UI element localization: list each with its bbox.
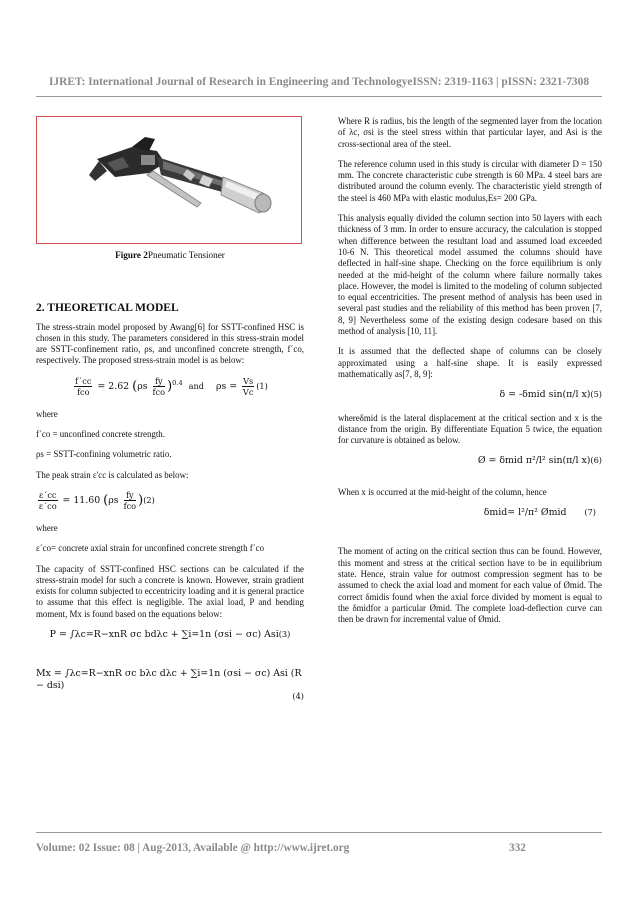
pneumatic-tensioner-image bbox=[37, 117, 301, 243]
eq1-coefficient: = 2.62 bbox=[97, 380, 130, 392]
eq1-rho: ρs bbox=[137, 380, 148, 392]
eq2-numerator: ε´cc bbox=[39, 489, 57, 500]
footer-rule bbox=[36, 832, 602, 833]
equation-4 bbox=[36, 668, 304, 702]
eq1-tag: (1) bbox=[256, 380, 268, 391]
eq1-lhs-denominator: fco bbox=[77, 386, 90, 397]
eq2-denominator: ε´co bbox=[38, 500, 57, 511]
eq6-tag: (6) bbox=[590, 455, 602, 466]
eq2-fco: fco bbox=[123, 500, 137, 511]
eq1-rho-definition: ρs = bbox=[215, 380, 238, 392]
definition-rho: ρs = SSTT-confining volumetric ratio. bbox=[36, 449, 172, 460]
eq2-fy-fraction bbox=[124, 490, 137, 511]
eq7-expression: δmid= l²/π² Ømid bbox=[483, 507, 567, 519]
eq6-expression: Ø = δmid π²/l² sin(π/l x) bbox=[477, 455, 591, 467]
eq3-expression: P = ∫λc=R−xnR σc bdλc + ∑i=1n (σsi − σc) Asi bbox=[49, 629, 279, 641]
eq3-tag: (3) bbox=[278, 629, 291, 640]
eq1-lhs-fraction bbox=[74, 376, 92, 397]
paragraph-mid-height: When x is occurred at the mid-height of the column, hence bbox=[338, 486, 547, 497]
right-column bbox=[338, 116, 602, 634]
eq1-exponent: 0.4 bbox=[172, 378, 183, 387]
eq1-volume-fraction bbox=[242, 376, 254, 397]
eq2-tag: (2) bbox=[143, 494, 155, 505]
paragraph-reference-column: The reference column used in this study is circular with diameter D = 150 mm. The concrete characteristic cube strength is 60 MPa. 4 steel bars are distributed around the column evenly. The characteristic yield strength of the steel is 460 MPa with elastic modulus,Es= 200 GPa. bbox=[338, 158, 602, 203]
equation-3 bbox=[36, 629, 304, 640]
eq5-tag: (5) bbox=[590, 389, 602, 400]
figure-caption bbox=[36, 250, 304, 261]
eq1-and: and bbox=[188, 380, 205, 391]
eq1-lhs-numerator: f´cc bbox=[75, 375, 92, 386]
equation-6 bbox=[338, 455, 602, 466]
eq4-expression: Mx = ∫λc=R−xnR σc bλc dλc + ∑i=1n (σsi − σc) Asi (R − dsi) bbox=[36, 668, 302, 691]
paragraph-lateral-displacement: whereδmid is the lateral displacement at the critical section and x is the distance from the origin. By differentiate Equation 5 twice, the equation for curvature is obtained as below. bbox=[338, 412, 602, 446]
equation-7 bbox=[338, 507, 602, 518]
eq2-coefficient: = 11.60 bbox=[62, 494, 101, 506]
figure-caption-text: Pneumatic Tensioner bbox=[147, 250, 225, 260]
eq2-strain-fraction bbox=[38, 490, 58, 511]
eq7-tag: (7) bbox=[584, 507, 596, 518]
eq5-expression: δ = -δmid sin(π/l x) bbox=[499, 389, 591, 401]
header-rule bbox=[36, 96, 602, 97]
definition-fco: f´co = unconfined concrete strength. bbox=[36, 429, 165, 440]
definition-eps: ε´co= concrete axial strain for unconfined concrete strength f´co bbox=[36, 543, 265, 554]
eq1-vs: Vs bbox=[243, 375, 254, 386]
where-1: where bbox=[36, 408, 58, 419]
paragraph-capacity: The capacity of SSTT-confined HSC sections can be calculated if the stress-strain model for such a concrete is known. However, strain gradient exists for column subjected to eccentricity loading and it is general practice to assume that this effect is negligible. The axial load, P and bending moment, Mx is found based on the equations below: bbox=[36, 563, 304, 619]
paragraph-analysis-layers: This analysis equally divided the column section into 50 layers with each thickness of 3 mm. In order to ensure accuracy, the calculation is stopped when difference between the resultant load and assumed load exceeded 10-6 N. This theoretical model assumed the columns should have deflected in half-sine shape. Checking on the force equilibrium is only needed at the mid-height of the column where failure normally takes place. However, the model is limited to the modeling of column subjected to equal eccentricities. The present method of analysis has been used in several past studies and the reliability of this method has been proven [7, 8, 9] Nevertheless some of the existing design codesare based on this method of analysis [10, 11]. bbox=[338, 213, 602, 337]
paragraph-half-sine: It is assumed that the deflected shape of columns can be closely approximated using a half-sine shape. It is easily expressed mathematically as[7, 8, 9]: bbox=[338, 346, 602, 379]
eq4-tag: (4) bbox=[292, 690, 304, 701]
where-2: where bbox=[36, 522, 58, 533]
left-column bbox=[36, 116, 304, 714]
paragraph-stress-strain-intro: The stress-strain model proposed by Awang[6] for SSTT-confined HSC is chosen in this study. The parameters considered in this stress-strain model are SSTT-confinement ratio, ρs, and unconfined concrete strength, f´co, respectively. The proposed stress-strain model is as below: bbox=[36, 321, 304, 366]
eq1-vc: Vc bbox=[242, 386, 254, 397]
equation-2: $\frac{\varepsilon´cc}{\varepsilon´co}$ = 11.60 (ρs $\frac{fy}{\text{fco}}$ )(2) bbox=[38, 489, 155, 511]
paragraph-moment: The moment of acting on the critical section thus can be found. However, this moment and stress at the critical section have to be in equilibrium state. Hence, strain value for outmost compression segment has to be assumed to check the axial load and moment for each value of Ømid. The correct δmidis found when the axial force divided by moment is equal to the δmidfor a particular Ømid. The complete load-deflection curve can then be drawn for incremental value of Ømid. bbox=[338, 546, 602, 625]
figure-label: Figure 2 bbox=[115, 250, 148, 260]
eq1-fco: fco bbox=[152, 386, 166, 397]
equation-5 bbox=[338, 389, 602, 400]
footer-volume: Volume: 02 Issue: 08 | Aug-2013, Available @ http://www.ijret.org bbox=[36, 842, 350, 854]
eq1-fy-fraction bbox=[153, 376, 166, 397]
footer bbox=[36, 842, 602, 854]
paragraph-where-r: Where R is radius, bis the length of the segmented layer from the location of λc, σsi is the steel stress within that particular layer, and Asi is the cross-sectional area of the steel. bbox=[338, 116, 602, 149]
page-number: 332 bbox=[509, 842, 526, 854]
journal-header: IJRET: International Journal of Research in Engineering and TechnologyeISSN: 2319-1163 | pISSN: 2321-7308 bbox=[48, 76, 590, 88]
equation-1: $\frac{f´cc}{\text{fco}}$ = 2.62 (ρs $\frac{fy}{\text{fco}}$ )$^{0.4}$ and ρs = $\frac{Vs}{Vc}$ (1) bbox=[75, 375, 268, 397]
section-title: 2. THEORETICAL MODEL bbox=[36, 302, 179, 315]
eq2-rho: ρs bbox=[108, 494, 119, 506]
eq1-fy: fy bbox=[153, 376, 166, 387]
eq2-fy: fy bbox=[124, 490, 137, 501]
peak-strain-text: The peak strain ε'cc is calculated as below: bbox=[36, 469, 189, 480]
figure-pneumatic-tensioner bbox=[36, 116, 302, 244]
